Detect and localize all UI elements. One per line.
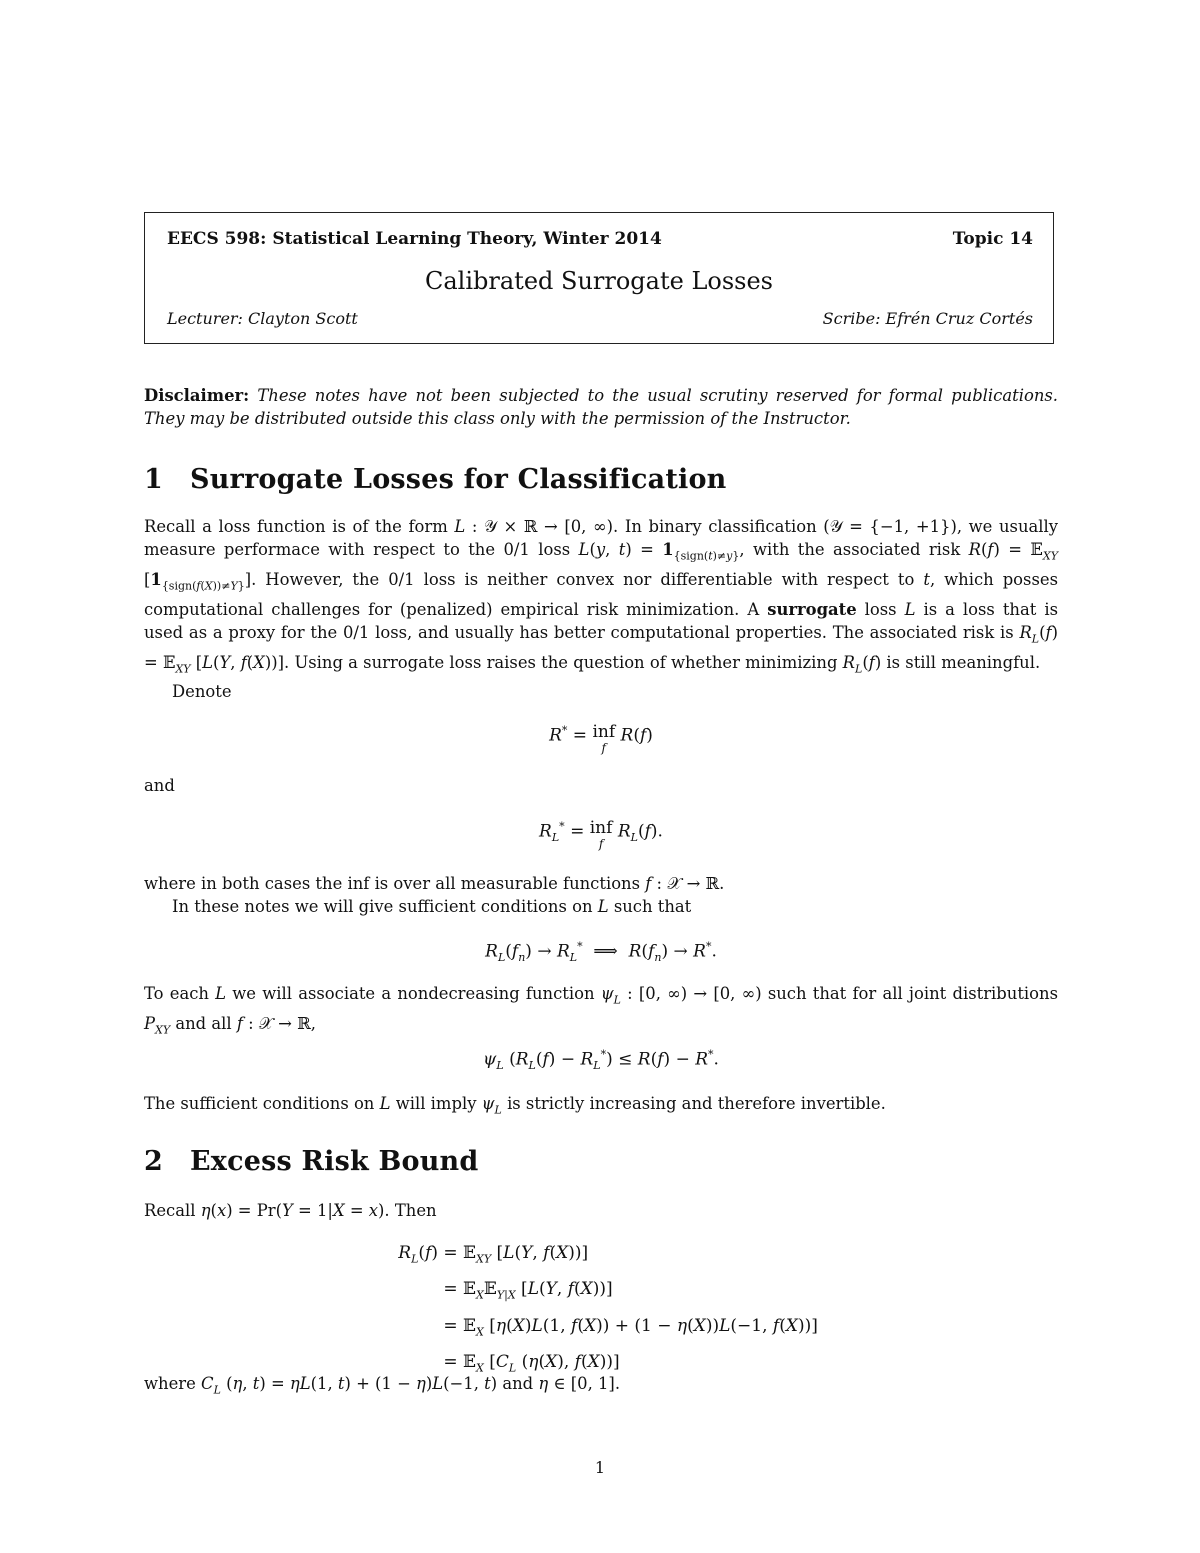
course-title: EECS 598: Statistical Learning Theory, Winter 2014 — [167, 229, 662, 249]
sufficient-text: The sufficient conditions on L will imply $\psi_L$ is strictly increasing and therefore invertible. — [144, 1094, 886, 1117]
lecturer: Lecturer: Clayton Scott — [167, 309, 358, 328]
denote-text: Denote — [172, 682, 232, 701]
page-number: 1 — [594, 1458, 606, 1477]
where-cl-text: where $C_L$ (η, t) = ηL(1, t) + (1 − η)L(−1, t) and η ∈ [0, 1]. — [144, 1374, 621, 1397]
topic-number: Topic 14 — [952, 229, 1033, 249]
disclaimer-label: Disclaimer: — [144, 386, 250, 405]
recall-eta-text: Recall η(x) = Pr(Y = 1|X = x). Then — [144, 1201, 437, 1220]
equation-psi-bound: $\psi_L$ $(R_L(f) - R_L^*) \le R(f) - R^*$. — [483, 1048, 719, 1073]
lecture-title: Calibrated Surrogate Losses — [425, 267, 773, 295]
section-1-number: 1 — [144, 464, 163, 495]
section-2-number: 2 — [144, 1146, 163, 1177]
to-each-paragraph: To each L we will associate a nondecreasing function $\psi_L$ : [0, ∞) → [0, ∞) such that for all joint distributions $P_{XY}$ and all f : 𝒳 → ℝ, — [144, 984, 1058, 1036]
section-1-title: Surrogate Losses for Classification — [190, 464, 727, 495]
disclaimer — [144, 384, 1058, 431]
scribe: Scribe: Efrén Cruz Cortés — [822, 309, 1033, 328]
in-these-text: In these notes we will give sufficient conditions on L such that — [172, 897, 692, 916]
section-1-paragraph: Recall a loss function is of the form L : 𝒴 × ℝ → [0, ∞). In binary classification (𝒴 = {−1, +1}), we usually measure performace with respect to the 0/1 loss L(y, $t) = 1_{\{sign(t)\ne y\}}$, with the associated risk R(f) = 𝔼$_{XY}$ $[1_{\{sign(f(X))\ne Y\}}]$. However, the 0/1 loss is neither convex nor differentiable with respect to t, which posses computational challenges for (penalized) empirical risk minimization. A surrogate loss L is a loss that is used as a proxy for the 0/1 loss, and usually has better computational properties. The associated risk is $R_L(f)$ = 𝔼$_{XY}$ [L(Y, f(X))]. Using a surrogate loss raises the question of whether minimizing $R_L(f)$ is still meaningful. — [144, 517, 1059, 676]
equation-risk-decomposition: $R_L(f)$ = 𝔼$_{XY}$ [L(Y, f(X))] = 𝔼$_X$𝔼$_{Y|X}$ [L(Y, f(X))] = 𝔼$_X$ [η(X)L(1, f(X)) + (1 − η(X))L(−1, f(X))] = 𝔼$_X$ [$C_L$ (η(X), f(X))] — [398, 1243, 818, 1375]
equation-rl-star: $R_L^*$ = inf f $R_L(f)$. — [539, 818, 663, 851]
header-box — [144, 212, 1054, 344]
equation-implication: $R_L(f_n) \to R_L^*$ ⟹ $R(f_n) \to R^*$. — [485, 940, 717, 965]
where-both-text: where in both cases the inf is over all measurable functions f : 𝒳 → ℝ. — [144, 874, 725, 893]
section-1-heading — [144, 464, 727, 495]
disclaimer-text: These notes have not been subjected to the usual scrutiny reserved for formal publications. They may be distributed outside this class only with the permission of the Instructor. — [144, 386, 1058, 429]
section-2-title: Excess Risk Bound — [190, 1146, 479, 1177]
section-2-heading — [144, 1146, 478, 1177]
equation-r-star: R* = inf f R(f) — [549, 722, 653, 755]
and-text: and — [144, 776, 175, 795]
